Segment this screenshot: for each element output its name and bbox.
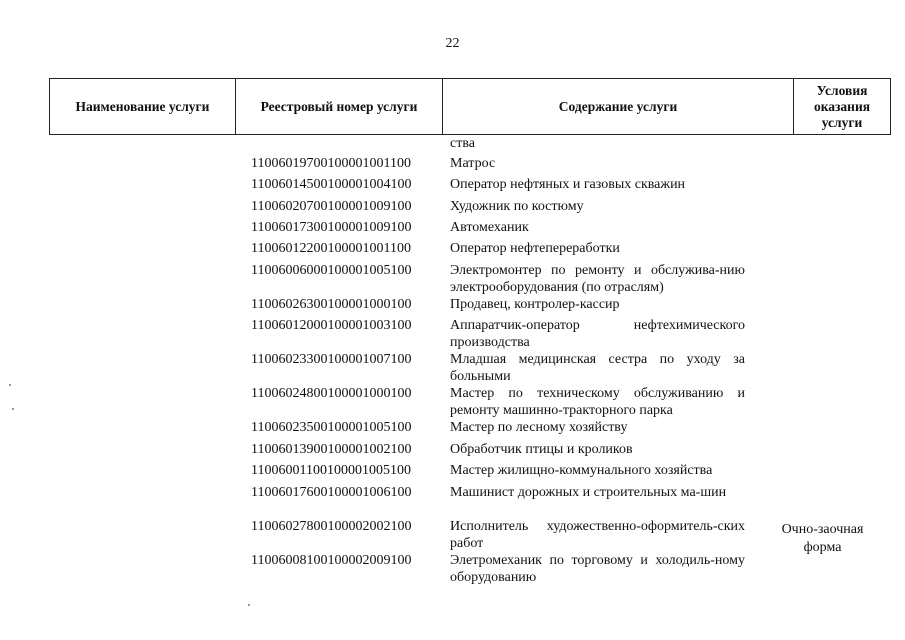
registry-number: 11006020700100001009100 xyxy=(251,199,412,214)
registry-number: 11006001100100001005100 xyxy=(251,463,411,478)
registry-number: 11006027800100002002100 xyxy=(251,519,412,534)
scan-speck xyxy=(248,604,250,606)
continued-text-fragment: ства xyxy=(450,136,475,151)
service-content: Продавец, контролер-кассир xyxy=(450,297,620,312)
service-content: Младшая медицинская сестра по уходу за больными xyxy=(450,352,745,384)
service-content: Художник по костюму xyxy=(450,199,584,214)
service-content: Аппаратчик-оператор нефтехимического производства xyxy=(450,318,745,350)
service-content: Мастер по лесному хозяйству xyxy=(450,420,628,435)
service-content: Исполнитель художественно-оформитель-ских работ xyxy=(450,519,745,551)
registry-number: 11006026300100001000100 xyxy=(251,297,412,312)
registry-number: 11006012200100001001100 xyxy=(251,241,411,256)
registry-number: 11006019700100001001100 xyxy=(251,156,411,171)
service-content: Обработчик птицы и кроликов xyxy=(450,442,633,457)
registry-number: 11006017300100001009100 xyxy=(251,220,412,235)
service-conditions-line: форма xyxy=(803,540,842,555)
service-content: Матрос xyxy=(450,156,496,171)
service-content: Электромонтер по ремонту и обслужива-нию электрооборудования (по отраслям) xyxy=(450,263,745,295)
service-conditions-line: Очно-заочная xyxy=(781,522,864,537)
registry-number: 11006024800100001000100 xyxy=(251,386,412,401)
registry-number: 11006023500100001005100 xyxy=(251,420,412,435)
registry-number: 11006014500100001004100 xyxy=(251,177,412,192)
service-content: Машинист дорожных и строительных ма-шин xyxy=(450,485,727,500)
registry-number: 11006008100100002009100 xyxy=(251,553,412,568)
page-number: 22 xyxy=(445,36,460,51)
registry-number: 11006006000100001005100 xyxy=(251,263,412,278)
service-content: Мастер по техническому обслуживанию и ремонту машинно-тракторного парка xyxy=(450,386,745,418)
service-conditions xyxy=(770,521,875,557)
registry-number: 11006013900100001002100 xyxy=(251,442,412,457)
service-content: Оператор нефтяных и газовых скважин xyxy=(450,177,686,192)
service-content: Автомеханик xyxy=(450,220,529,235)
header-registry-number: Реестровый номер услуги xyxy=(235,79,442,134)
registry-number: 11006023300100001007100 xyxy=(251,352,412,367)
service-content: Элетромеханик по торговому и холодиль-ному оборудованию xyxy=(450,553,745,585)
scan-speck xyxy=(9,384,11,386)
registry-number: 11006012000100001003100 xyxy=(251,318,412,333)
service-content: Мастер жилищно-коммунального хозяйства xyxy=(450,463,713,478)
table-header xyxy=(49,78,891,135)
header-service-conditions: Условия оказания услуги xyxy=(793,79,891,134)
scan-speck xyxy=(12,408,14,410)
header-service-content: Содержание услуги xyxy=(442,79,793,134)
service-content: Оператор нефтепереработки xyxy=(450,241,620,256)
registry-number: 11006017600100001006100 xyxy=(251,485,412,500)
header-service-name: Наименование услуги xyxy=(49,79,235,134)
